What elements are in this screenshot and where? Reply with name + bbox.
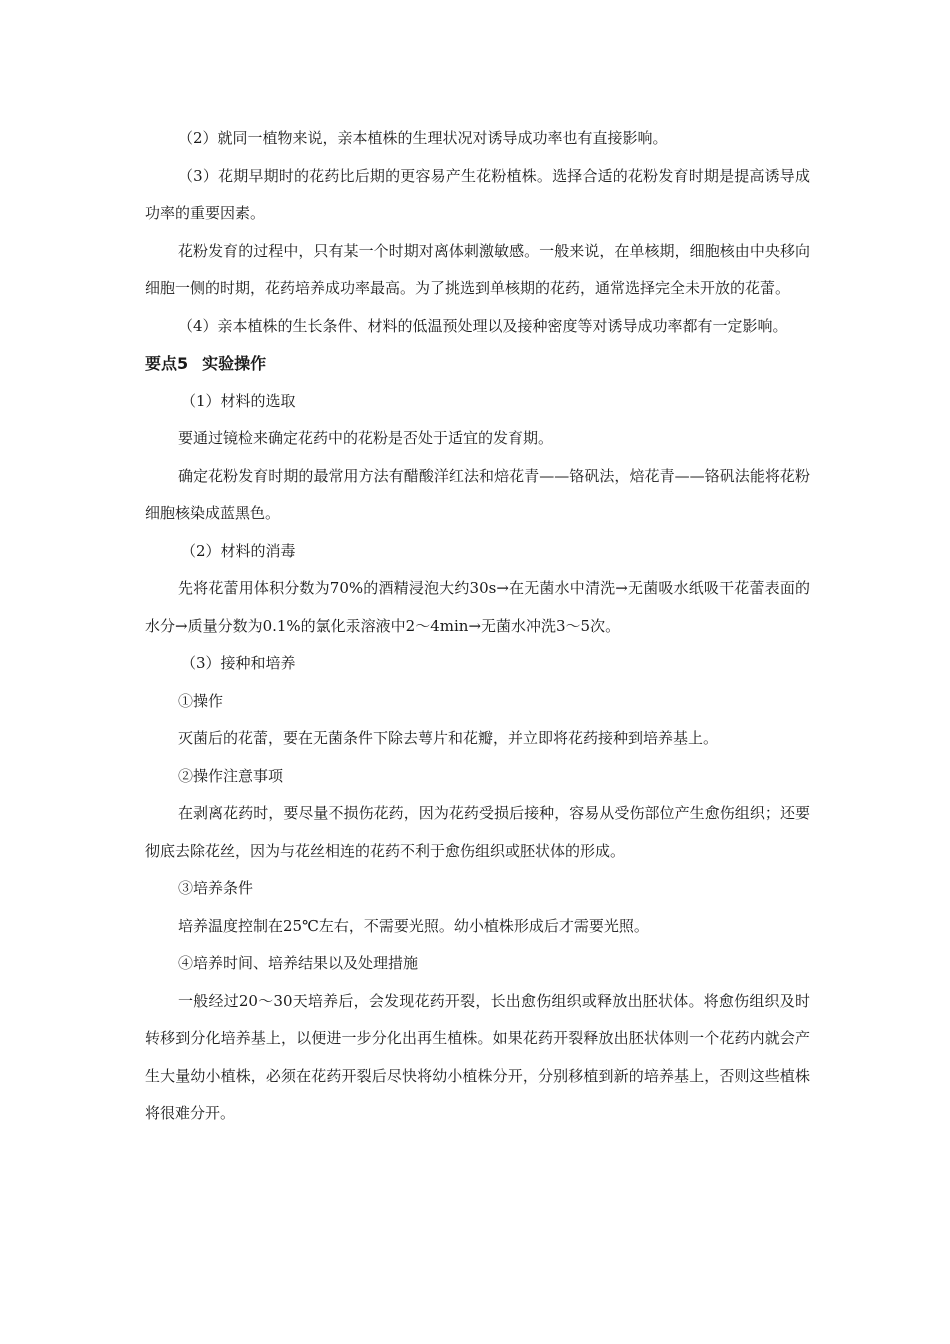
subheading-material-selection: （1）材料的选取 — [181, 391, 296, 410]
item-culture-conditions: ③培养条件 — [178, 879, 254, 897]
paragraph-flowering-stage: （3）花期早期时的花药比后期的更容易产生花粉植株。选择合适的花粉发育时期是提高诱导成功率的重要因素。 — [145, 166, 810, 222]
paragraph-microscopy: 要通过镜检来确定花药中的花粉是否处于适宜的发育期。 — [178, 429, 554, 447]
subheading-inoculation-culture: （3）接种和培养 — [181, 654, 296, 672]
section-heading-title: 实验操作 — [202, 354, 267, 373]
item-operation-notes: ②操作注意事项 — [178, 766, 284, 785]
section-heading — [145, 345, 810, 383]
paragraph-culture-conditions: 培养温度控制在25℃左右，不需要光照。幼小植株形成后才需要光照。 — [178, 916, 649, 935]
item-culture-time-results: ④培养时间、培养结果以及处理措施 — [178, 954, 419, 972]
subheading-material-disinfection: （2）材料的消毒 — [181, 541, 296, 560]
section-heading-label: 要点5 — [145, 354, 189, 373]
document-body — [145, 120, 810, 1133]
paragraph-operation-notes: 在剥离花药时，要尽量不损伤花药，因为花药受损后接种，容易从受伤部位产生愈伤组织；还要彻底去除花丝，因为与花丝相连的花药不利于愈伤组织或胚状体的形成。 — [145, 804, 810, 860]
item-operation: ①操作 — [178, 691, 224, 710]
paragraph-growth-conditions: （4）亲本植株的生长条件、材料的低温预处理以及接种密度等对诱导成功率都有一定影响。 — [178, 316, 788, 335]
paragraph-operation: 灭菌后的花蕾，要在无菌条件下除去萼片和花瓣，并立即将花药接种到培养基上。 — [178, 729, 719, 747]
paragraph-parent-physiology: （2）就同一植物来说，亲本植株的生理状况对诱导成功率也有直接影响。 — [178, 129, 668, 147]
paragraph-pollen-development: 花粉发育的过程中，只有某一个时期对离体刺激敏感。一般来说，在单核期，细胞核由中央移向细胞一侧的时期，花药培养成功率最高。为了挑选到单核期的花药，通常选择完全未开放的花蕾。 — [145, 241, 810, 297]
paragraph-staining-methods: 确定花粉发育时期的最常用方法有醋酸洋红法和焙花青——铬矾法，焙花青——铬矾法能将花粉细胞核染成蓝黑色。 — [145, 466, 810, 522]
paragraph-culture-time-results: 一般经过20～30天培养后，会发现花药开裂，长出愈伤组织或释放出胚状体。将愈伤组织及时转移到分化培养基上，以便进一步分化出再生植株。如果花药开裂释放出胚状体则一个花药内就会产生大量幼小植株，必须在花药开裂后尽快将幼小植株分开，分别移植到新的培养基上，否则这些植株将很难分开。 — [145, 991, 810, 1122]
paragraph-disinfection-steps: 先将花蕾用体积分数为70%的酒精浸泡大约30s→在无菌水中清洗→无菌吸水纸吸干花蕾表面的水分→质量分数为0.1%的氯化汞溶液中2～4min→无菌水冲洗3～5次。 — [145, 579, 810, 635]
